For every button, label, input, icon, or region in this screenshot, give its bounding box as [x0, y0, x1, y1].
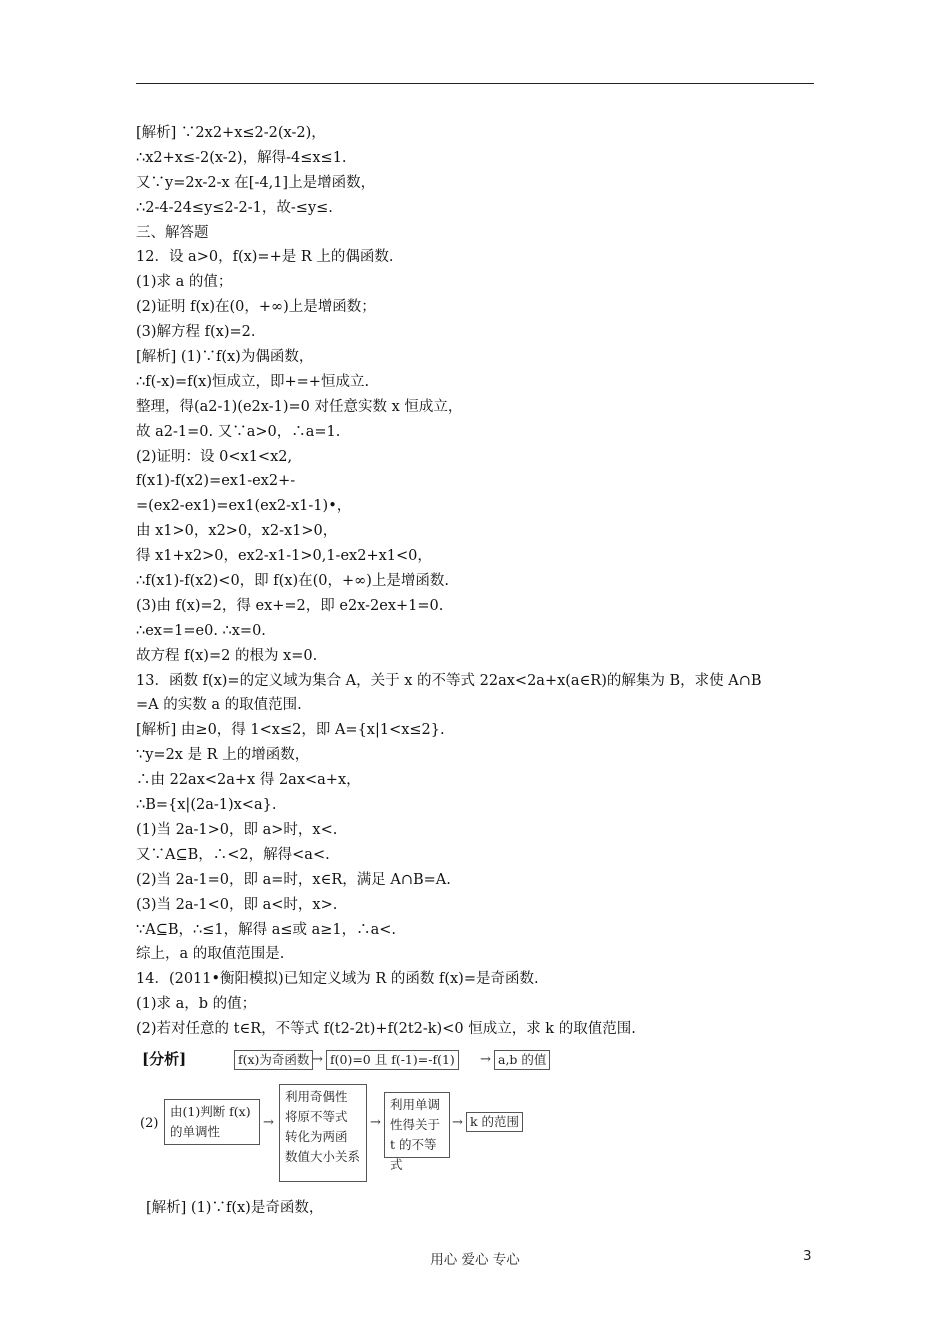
text-line: (2)证明：设 0<x1<x2, [136, 448, 293, 465]
text-line: (3)当 2a-1<0，即 a<时，x>. [136, 896, 338, 913]
header-rule [136, 83, 814, 84]
page-number: 3 [803, 1248, 812, 1264]
text-line: 由 x1>0，x2>0，x2-x1>0， [136, 523, 338, 540]
page-footer: 用心 爱心 专心 [430, 1252, 520, 1268]
text-line: (3)由 f(x)=2，得 ex+=2，即 e2x-2ex+1=0. [136, 597, 444, 614]
flow-part-number: (2) [140, 1116, 159, 1131]
flow-arrow-icon: → [263, 1115, 274, 1130]
text-line: 故 a2-1=0. 又∵a>0，∴a=1. [136, 423, 341, 440]
flow-box-inequality: 利用单调 性得关于 t 的不等式 [384, 1092, 450, 1158]
text-line: (1)当 2a-1>0，即 a>时，x<. [136, 821, 338, 838]
text-line: 得 x1+x2>0，ex2-x1-1>0,1-ex2+x1<0， [136, 548, 432, 565]
text-line: ∴f(-x)=f(x)恒成立，即+=+恒成立. [136, 373, 370, 390]
text-line: ∴2-4-24≤y≤2-2-1，故-≤y≤. [136, 199, 333, 216]
text-line: [解析] 由≥0，得 1<x≤2，即 A={x|1<x≤2}. [136, 722, 445, 739]
problem-12-title: 12．设 a>0，f(x)=+是 R 上的偶函数. [136, 249, 394, 266]
text-line: [解析] (1)∵f(x)是奇函数， [146, 1200, 324, 1216]
analysis-flowchart [136, 1044, 816, 1184]
flow-box-k-range: k 的范围 [466, 1112, 523, 1132]
text-line: ∴由 22ax<2a+x 得 2ax<a+x， [136, 772, 361, 789]
flow-arrow-icon: → [480, 1052, 491, 1067]
text-line: [解析] ∵2x2+x≤2-2(x-2)， [136, 125, 326, 141]
section-heading: 三、解答题 [136, 224, 209, 241]
analysis-label: [分析] [142, 1050, 187, 1068]
text-line: (2)当 2a-1=0，即 a=时，x∈R，满足 A∩B=A. [136, 871, 451, 888]
document-body [136, 121, 816, 1042]
text-line: 整理，得(a2-1)(e2x-1)=0 对任意实数 x 恒成立， [136, 398, 463, 415]
text-line: ∵A⊆B，∴≤1，解得 a≤或 a≥1，∴a<. [136, 921, 397, 938]
text-line: ∵y=2x 是 R 上的增函数， [136, 747, 310, 764]
text-line: ∴f(x1)-f(x2)<0，即 f(x)在(0，+∞)上是增函数. [136, 573, 450, 590]
text-line: f(x1)-f(x2)=ex1-ex2+- [136, 473, 296, 490]
text-line: ∴x2+x≤-2(x-2)，解得-4≤x≤1. [136, 149, 347, 166]
text-line: 综上，a 的取值范围是. [136, 946, 285, 963]
text-line: (2)证明 f(x)在(0，+∞)上是增函数； [136, 299, 376, 316]
text-line: ∴B={x|(2a-1)x<a}. [136, 797, 277, 814]
flow-box-monotonic: 由(1)判断 f(x) 的单调性 [164, 1099, 260, 1145]
problem-14-title: 14．(2011•衡阳模拟)已知定义域为 R 的函数 f(x)=是奇函数. [136, 971, 539, 988]
text-line: =(ex2-ex1)=ex1(ex2-x1-1)•， [136, 498, 352, 515]
flow-box-odd-function: f(x)为奇函数 [234, 1050, 313, 1070]
text-line: 又∵y=2x-2-x 在[-4,1]上是增函数， [136, 174, 376, 191]
text-line: =A 的实数 a 的取值范围. [136, 697, 302, 714]
problem-13-title: 13．函数 f(x)=的定义域为集合 A，关于 x 的不等式 22ax<2a+x(a∈R)的解集为 B，求使 A∩B [136, 672, 762, 689]
flow-arrow-icon: → [312, 1052, 323, 1067]
text-line: (1)求 a，b 的值； [136, 996, 257, 1013]
flow-arrow-icon: → [452, 1115, 463, 1130]
flow-box-parity: 利用奇偶性 将原不等式 转化为两函 数值大小关系 [279, 1084, 367, 1182]
flow-arrow-icon: → [370, 1115, 381, 1130]
text-line: (3)解方程 f(x)=2. [136, 324, 256, 341]
text-line: 又∵A⊆B，∴<2，解得<a<. [136, 846, 330, 863]
text-line: 故方程 f(x)=2 的根为 x=0. [136, 647, 318, 664]
text-line: (1)求 a 的值； [136, 274, 233, 291]
text-line: ∴ex=1=e0. ∴x=0. [136, 622, 266, 639]
text-line: [解析] (1)∵f(x)为偶函数， [136, 349, 314, 366]
text-line: (2)若对任意的 t∈R，不等式 f(t2-2t)+f(2t2-k)<0 恒成立，求 k 的取值范围. [136, 1021, 636, 1038]
flow-box-ab-values: a,b 的值 [494, 1050, 550, 1070]
flow-box-condition: f(0)=0 且 f(-1)=-f(1) [326, 1050, 459, 1070]
